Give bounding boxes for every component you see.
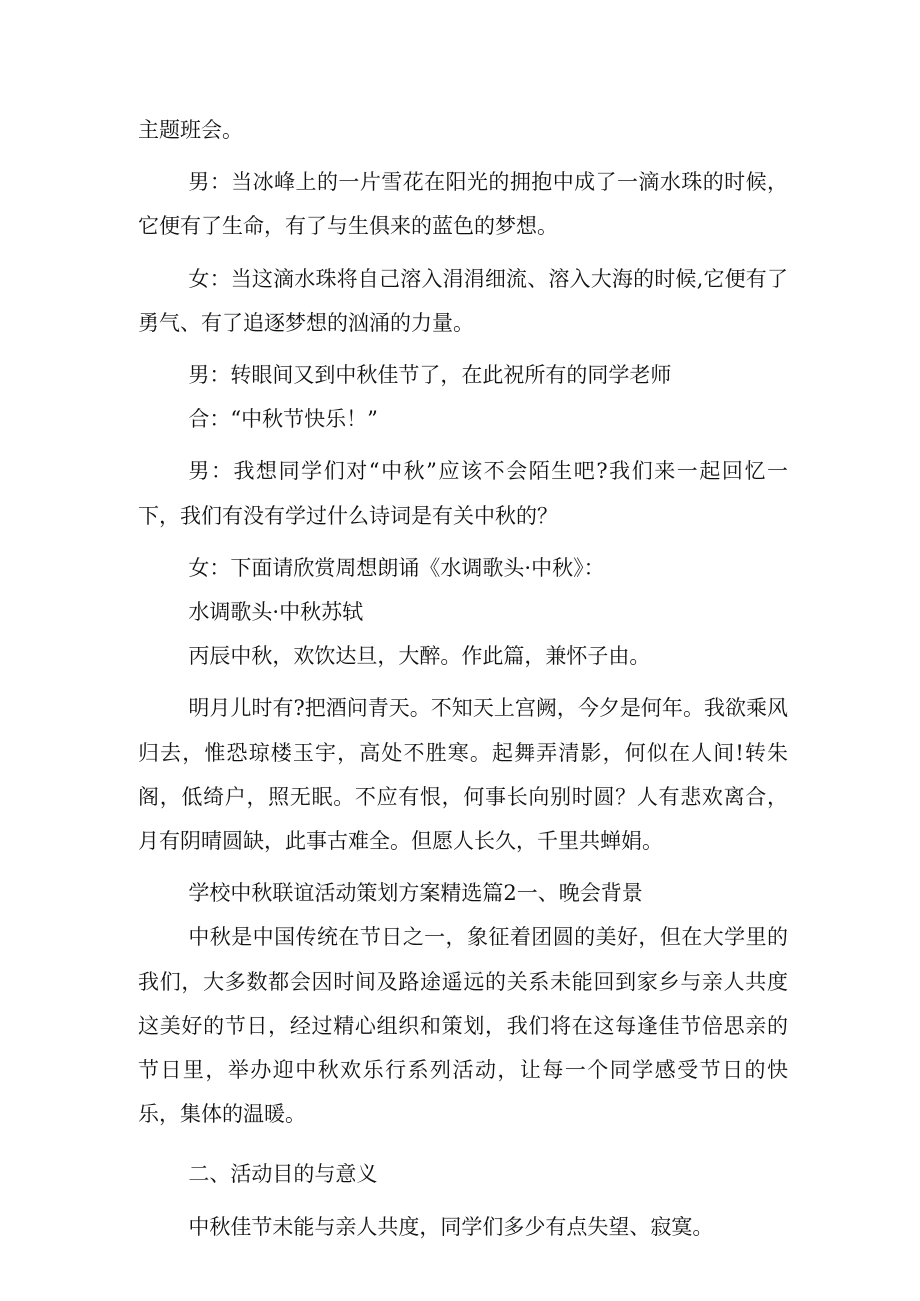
paragraph-male-line-2: 男：转眼间又到中秋佳节了，在此祝所有的同学老师 bbox=[188, 363, 672, 388]
paragraph-female-line-1: 女：当这滴水珠将自己溶入涓涓细流、溶入大海的时候,它便有了勇气、有了追逐梦想的汹涌的力量。 bbox=[138, 266, 788, 335]
poem-body: 明月儿时有?把酒问青天。不知天上宫阙，今夕是何年。我欲乘风归去，惟恐琼楼玉宇，高处不胜寒。起舞弄清影，何似在人间!转朱阁，低绮户，照无眠。不应有恨，何事长向别时圆？人有悲欢离合，月有阴晴圆缺，此事古难全。但愿人长久，千里共蝉娟。 bbox=[138, 696, 788, 854]
paragraph-female-line-2: 女：下面请欣赏周想朗诵《水调歌头·中秋》： bbox=[188, 555, 605, 580]
paragraph-together-line: 合：“中秋节快乐！” bbox=[188, 407, 378, 432]
section-heading-background: 学校中秋联谊活动策划方案精选篇2一、晚会背景 bbox=[188, 881, 643, 906]
paragraph-background: 中秋是中国传统在节日之一，象征着团圆的美好，但在大学里的我们，大多数都会因时间及路途遥远的关系未能回到家乡与亲人共度这美好的节日，经过精心组织和策划，我们将在这每逢佳节倍思亲的节日里，举办迎中秋欢乐行系列活动，让每一个同学感受节日的快乐，集体的温暖。 bbox=[138, 925, 788, 1127]
paragraph-purpose: 中秋佳节未能与亲人共度，同学们多少有点失望、寂寞。 bbox=[188, 1214, 714, 1239]
poem-preface: 丙辰中秋，欢饮达旦，大醉。作此篇，兼怀子由。 bbox=[188, 644, 651, 669]
paragraph-male-line-3: 男：我想同学们对“中秋”应该不会陌生吧?我们来一起回忆一下，我们有没有学过什么诗词是有关中秋的？ bbox=[138, 459, 788, 528]
paragraph-male-line-1: 男：当冰峰上的一片雪花在阳光的拥抱中成了一滴水珠的时候，它便有了生命，有了与生俱来的蓝色的梦想。 bbox=[138, 170, 788, 239]
section-heading-purpose: 二、活动目的与意义 bbox=[188, 1162, 378, 1187]
poem-title: 水调歌头·中秋苏轼 bbox=[188, 600, 364, 625]
document-page bbox=[138, 108, 788, 1249]
paragraph-continued: 主题班会。 bbox=[138, 118, 243, 142]
